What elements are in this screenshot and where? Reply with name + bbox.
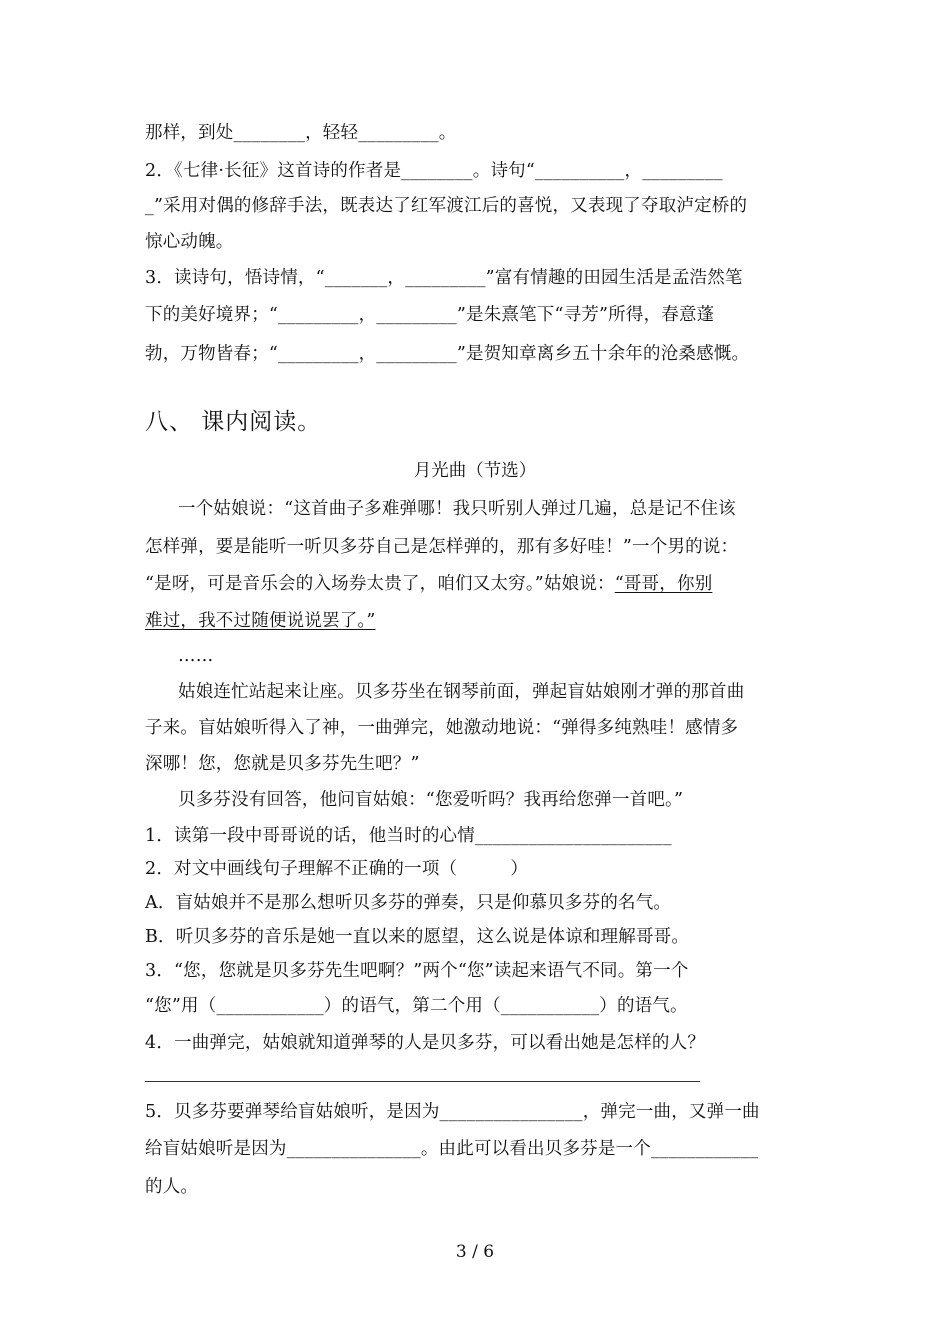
passage-line-5: 姑娘连忙站起来让座。贝多芬坐在钢琴前面，弹起盲姑娘刚才弹的那首曲 xyxy=(178,682,745,702)
passage-line-3-text: “是呀，可是音乐会的入场券太贵了，咱们又太穷。”姑娘说： xyxy=(145,574,615,594)
question-1: 1．读第一段中哥哥说的话，他当时的心情______________________ xyxy=(145,826,672,846)
poem-question-line-7: 勃，万物皆春；“_________，_________”是贺知章离乡五十余年的沧桑感慨。 xyxy=(145,344,750,364)
question-2: 2．对文中画线句子理解不正确的一项（ ） xyxy=(145,859,529,879)
poem-question-line-4: 惊心动魄。 xyxy=(145,232,234,252)
question-5-line-3: 的人。 xyxy=(145,1177,199,1197)
question-3-line-2: “您”用（____________）的语气，第二个用（___________）的语气。 xyxy=(145,996,688,1016)
question-2-option-b: B．听贝多芬的音乐是她一直以来的愿望，这么说是体谅和理解哥哥。 xyxy=(145,927,690,947)
question-3-line-1: 3．“您，您就是贝多芬先生吧啊？”两个“您”读起来语气不同。第一个 xyxy=(145,961,689,981)
page-number: 3 / 6 xyxy=(455,1242,495,1262)
section-heading: 八、 课内阅读。 xyxy=(145,409,322,435)
question-4: 4．一曲弹完，姑娘就知道弹琴的人是贝多芬，可以看出她是怎样的人？ xyxy=(145,1033,706,1053)
passage-title: 月光曲（节选） xyxy=(413,461,537,481)
poem-question-line-6: 下的美好境界；“_________，_________”是朱熹笔下“寻芳”所得，春意蓬 xyxy=(145,305,715,325)
passage-line-2: 怎样弹，要是能听一听贝多芬自己是怎样弹的，那有多好哇！”一个男的说： xyxy=(145,537,739,557)
question-5-line-2: 给盲姑娘听是因为_______________。由此可以看出贝多芬是一个____________ xyxy=(145,1139,759,1159)
underlined-sentence-part-1: “哥哥，你别 xyxy=(614,574,713,594)
underlined-sentence-part-2: 难过，我不过随便说说罢了。” xyxy=(145,611,376,631)
passage-line-7: 深哪！您，您就是贝多芬先生吧？” xyxy=(145,754,420,774)
question-5-line-1: 5．贝多芬要弹琴给盲姑娘听，是因为________________，弹完一曲，又弹一曲 xyxy=(145,1102,760,1122)
poem-question-line-1: 那样，到处________，轻轻_________。 xyxy=(145,123,457,143)
passage-line-8: 贝多芬没有回答，他问盲姑娘：“您爱听吗？我再给您弹一首吧。” xyxy=(178,790,684,810)
passage-line-4 xyxy=(145,608,810,634)
passage-line-6: 子来。盲姑娘听得入了神，一曲弹完，她激动地说：“弹得多纯熟哇！感情多 xyxy=(145,718,739,738)
poem-question-line-5: 3．读诗句，悟诗情，“_______，_________”富有情趣的田园生活是孟浩然笔 xyxy=(145,268,743,288)
passage-line-1: 一个姑娘说：“这首曲子多难弹哪！我只听别人弹过几遍，总是记不住该 xyxy=(178,499,736,519)
answer-line xyxy=(145,1081,700,1082)
passage-ellipsis: …… xyxy=(178,646,214,666)
poem-question-line-2: 2．《七律·长征》这首诗的作者是________。诗句“__________，_________ xyxy=(145,161,723,181)
passage-line-3 xyxy=(145,571,810,597)
question-2-option-a: A．盲姑娘并不是那么想听贝多芬的弹奏，只是仰慕贝多芬的名气。 xyxy=(145,893,672,913)
poem-question-line-3: _”采用对偶的修辞手法，既表达了红军渡江后的喜悦，又表现了夺取泸定桥的 xyxy=(145,196,748,216)
